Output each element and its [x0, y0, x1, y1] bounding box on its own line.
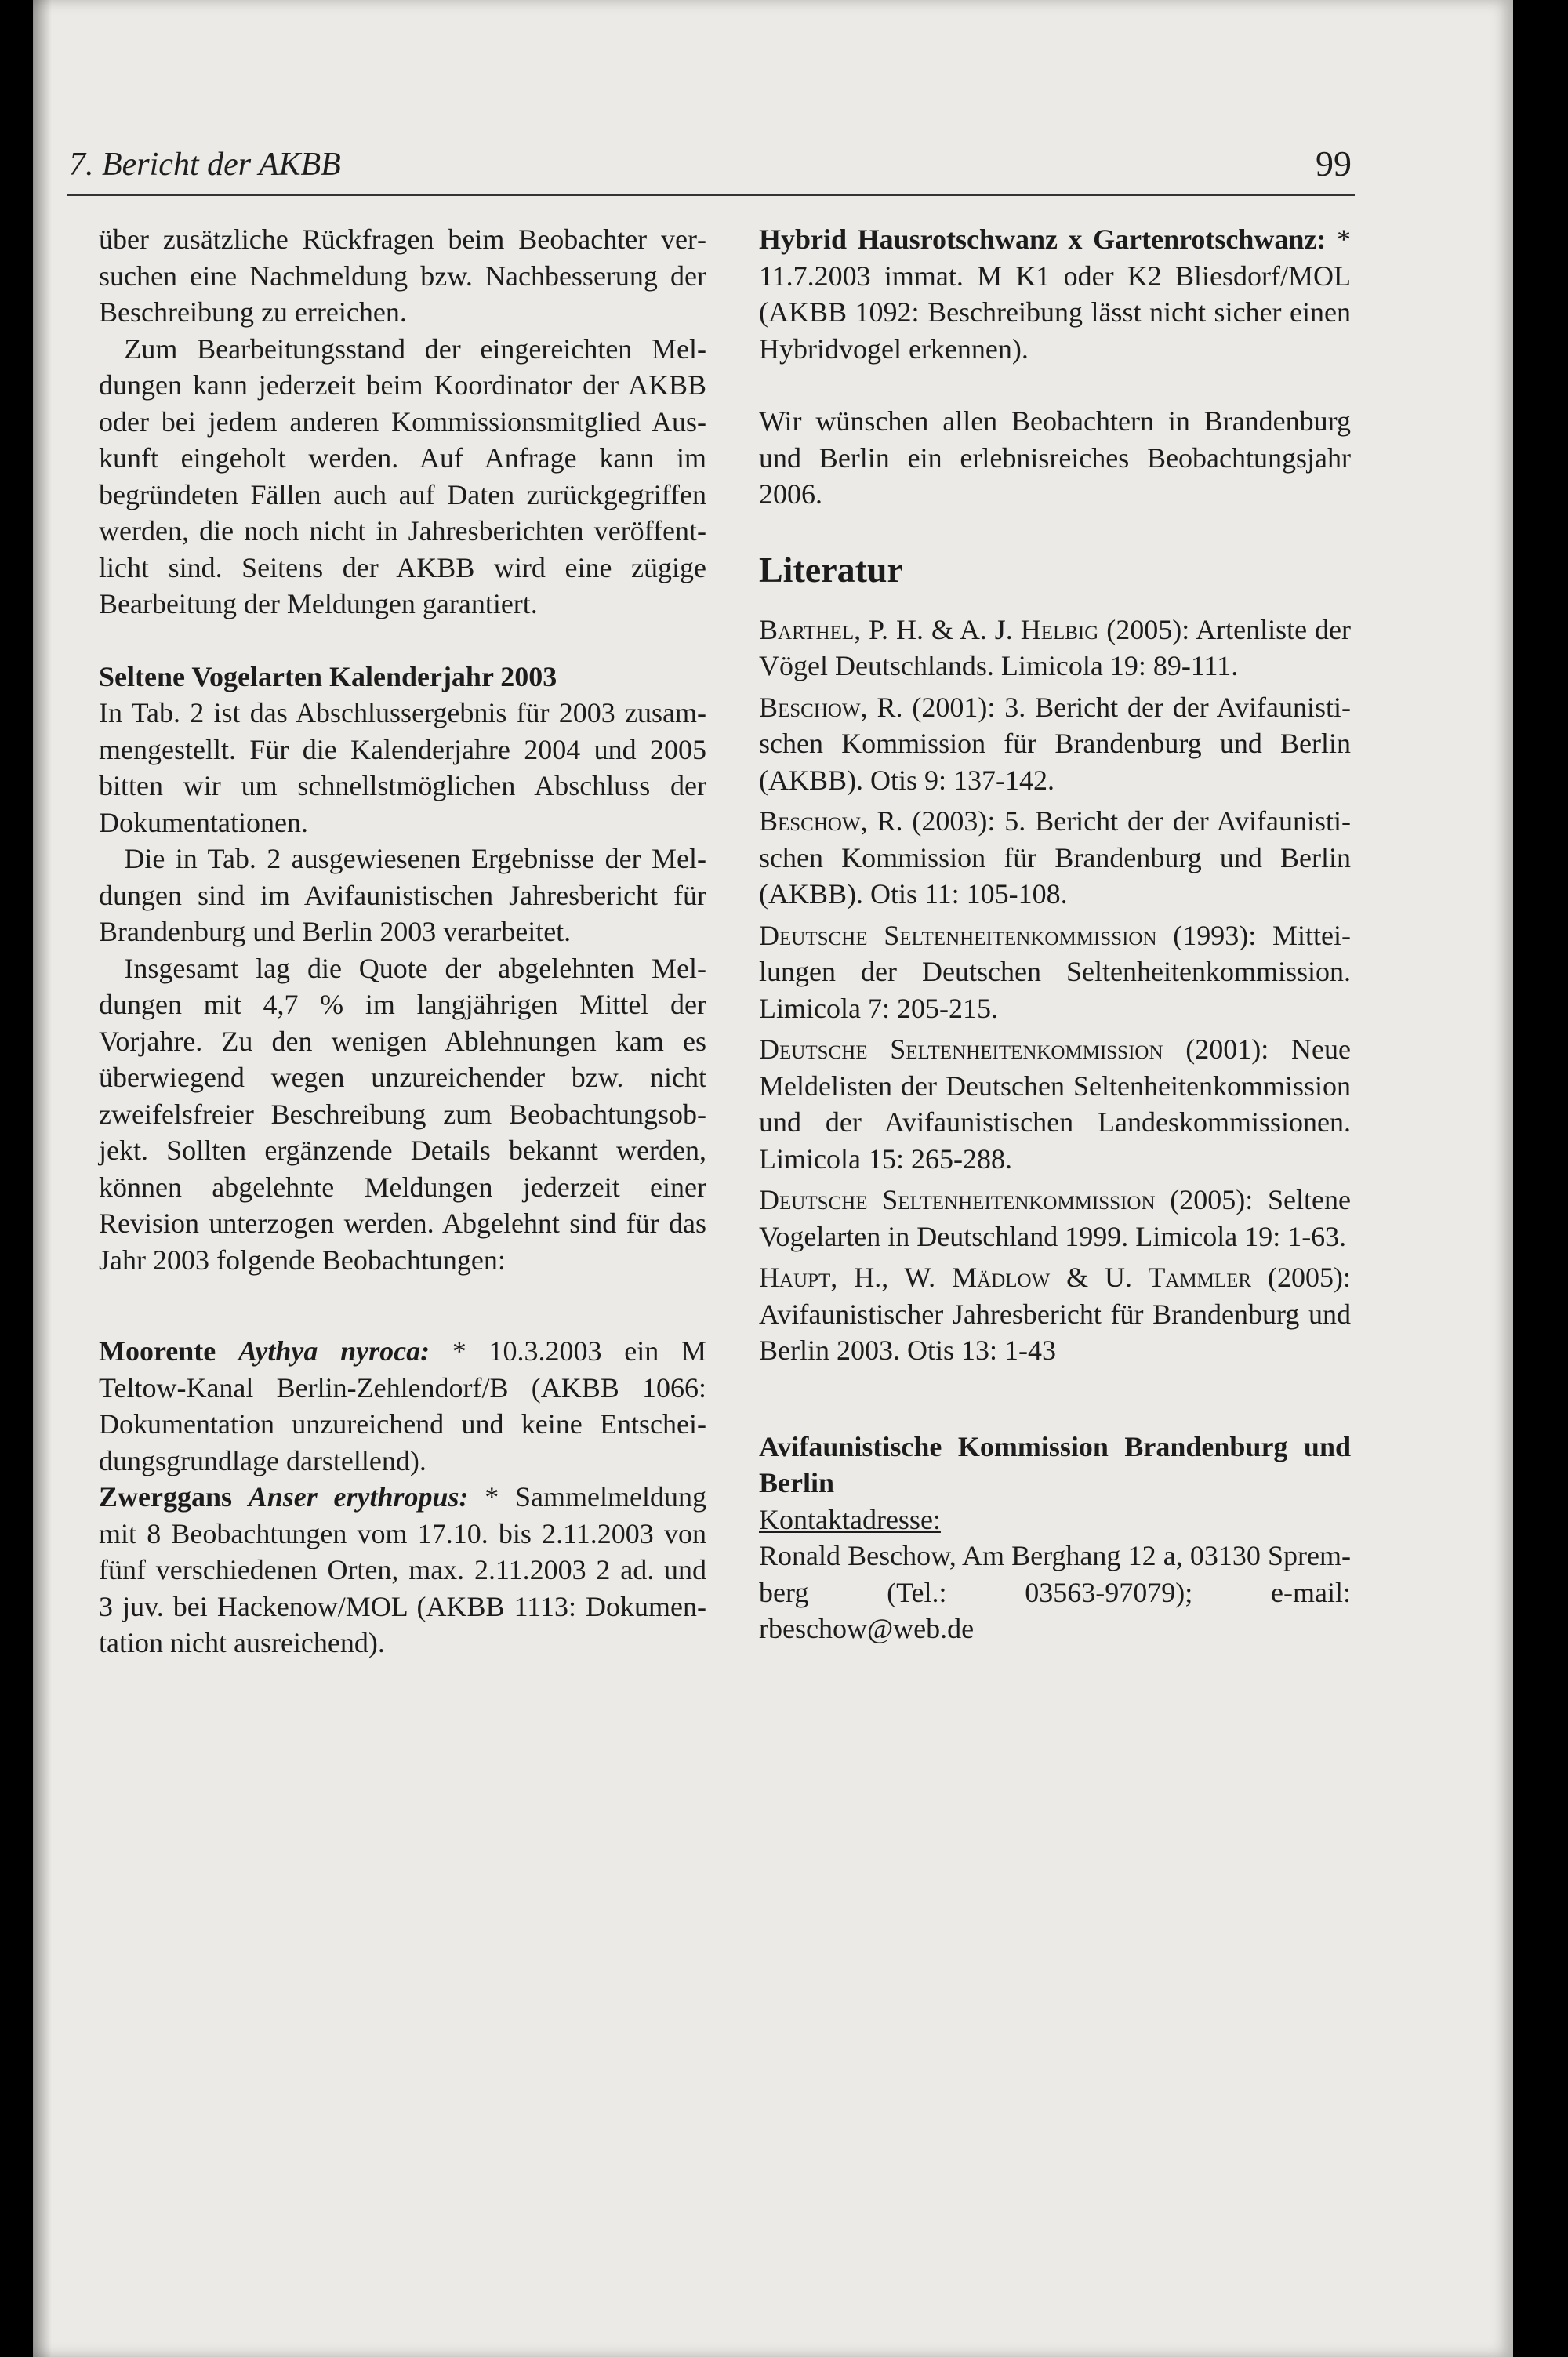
contact-text: Ronald Beschow, Am Berghang 12 a, 03130 Spremberg (Tel.: 03563-97079); e-mail: rbeschow@web.de — [759, 1540, 1351, 1644]
reference-item: Beschow, R. (2001): 3. Bericht der der Avifaunistischen Kommission für Brandenburg und Berlin (AKBB). Otis 9: 137-142. — [759, 691, 1351, 796]
rejected-record-entry — [99, 1333, 706, 1479]
section-paragraph: Insgesamt lag die Quote der abgelehnten Meldungen mit 4,7 % im langjährigen Mittel der Vorjahre. Zu den wenigen Ablehnungen kam es überwiegend wegen unzureichender bzw. nicht zweifelsfreier Beschreibung zum Beobachtungsobjekt. Sollten ergänzende Details bekannt werden, können abgelehnte Meldungen jederzeit einer Revision unterzogen werden. Abgelehnt sind für das Jahr 2003 folgende Beobachtungen: — [99, 952, 706, 1276]
running-title: 7. Bericht der AKBB — [69, 147, 341, 183]
species-latin-name: Anser erythropus: — [248, 1481, 469, 1513]
right-column — [759, 221, 1351, 1647]
species-name: Moorente — [99, 1335, 216, 1367]
section-paragraph: In Tab. 2 ist das Abschlussergebnis für 2003 zusammengestellt. Für die Kalenderjahre 2004 und 2005 bitten wir um schnellstmöglichen Abschluss der Dokumentationen. — [99, 697, 706, 838]
contact-label: Kontaktadresse: — [759, 1503, 941, 1535]
reference-item: Deutsche Seltenheitenkommission (1993): Mitteilungen der Deutschen Seltenheitenkommission. Limicola 7: 205-215. — [759, 919, 1351, 1024]
hybrid-record-entry — [759, 221, 1351, 367]
rejected-record-entry — [99, 1479, 706, 1662]
closing-paragraph: Wir wünschen allen Beobachtern in Brandenburg und Berlin ein erlebnisreiches Beobachtungsjahr 2006. — [759, 405, 1351, 510]
record-text: * Sammelmeldung mit 8 Beobachtungen vom 17.10. bis 2.11.2003 von fünf verschiedenen Orten, max. 2.11.2003 2 ad. und 3 juv. bei Hackenow/MOL (AKBB 1113: Dokumentation nicht ausreichend). — [99, 1481, 706, 1658]
running-header — [67, 132, 1355, 196]
reference-item: Barthel, P. H. & A. J. Helbig (2005): Artenliste der Vögel Deutschlands. Limicola 19: 89-111. — [759, 613, 1351, 681]
species-latin-name: Aythya nyroca: — [238, 1335, 430, 1367]
left-column — [99, 221, 706, 1662]
reference-item: Beschow, R. (2003): 5. Bericht der der Avifaunistischen Kommission für Brandenburg und Berlin (AKBB). Otis 11: 105-108. — [759, 805, 1351, 910]
reference-item: Haupt, H., W. Mädlow & U. Tammler (2005): Avifaunistischer Jahresbericht für Brandenburg und Berlin 2003. Otis 13: 1-43 — [759, 1262, 1351, 1366]
literature-heading: Literatur — [759, 549, 903, 590]
reference-item: Deutsche Seltenheitenkommission (2001): Neue Meldelisten der Deutschen Seltenheitenkommission und der Avifaunistischen Landeskommissionen. Limicola 15: 265-288. — [759, 1033, 1351, 1175]
species-name: Zwerggans — [99, 1481, 232, 1513]
record-text: * 10.3.2003 ein M Teltow-Kanal Berlin-Zehlendorf/B (AKBB 1066: Dokumentation unzureichend und keine Entscheidungsgrundlage darstellend). — [99, 1335, 707, 1476]
intro-paragraph: über zusätzliche Rückfragen beim Beobachter versuchen eine Nachmeldung bzw. Nachbesserung der Beschreibung zu erreichen. — [99, 223, 706, 328]
page-number: 99 — [1316, 143, 1352, 183]
section-paragraph: Die in Tab. 2 ausgewiesenen Ergebnisse der Meldungen sind im Avifaunistischen Jahresbericht für Brandenburg und Berlin 2003 verarbeitet. — [99, 843, 706, 947]
section-heading: Seltene Vogelarten Kalenderjahr 2003 — [99, 660, 557, 692]
hybrid-title: Hybrid Hausrotschwanz x Gartenrotschwanz: — [759, 223, 1327, 255]
intro-paragraph: Zum Bearbeitungsstand der eingereichten Meldungen kann jederzeit beim Koordinator der AKBB oder bei jedem anderen Kommissionsmitglied Auskunft eingeholt werden. Auf Anfrage kann im begründeten Fällen auch auf Daten zurückgegriffen werden, die noch nicht in Jahresberichten veröffentlicht sind. Seitens der AKBB wird eine zügige Bearbeitung der Meldungen garantiert. — [99, 332, 706, 619]
commission-heading: Avifaunistische Kommission Brandenburg und Berlin — [759, 1430, 1351, 1498]
record-text: * 11.7.2003 immat. M K1 oder K2 Bliesdorf/MOL (AKBB 1092: Beschreibung lässt nicht sicher einen Hybridvogel erkennen). — [759, 223, 1352, 365]
reference-item: Deutsche Seltenheitenkommission (2005): Seltene Vogelarten in Deutschland 1999. Limicola 19: 1-63. — [759, 1184, 1351, 1252]
reference-list — [759, 612, 1351, 1369]
page-fold-shadow — [33, 0, 52, 2357]
